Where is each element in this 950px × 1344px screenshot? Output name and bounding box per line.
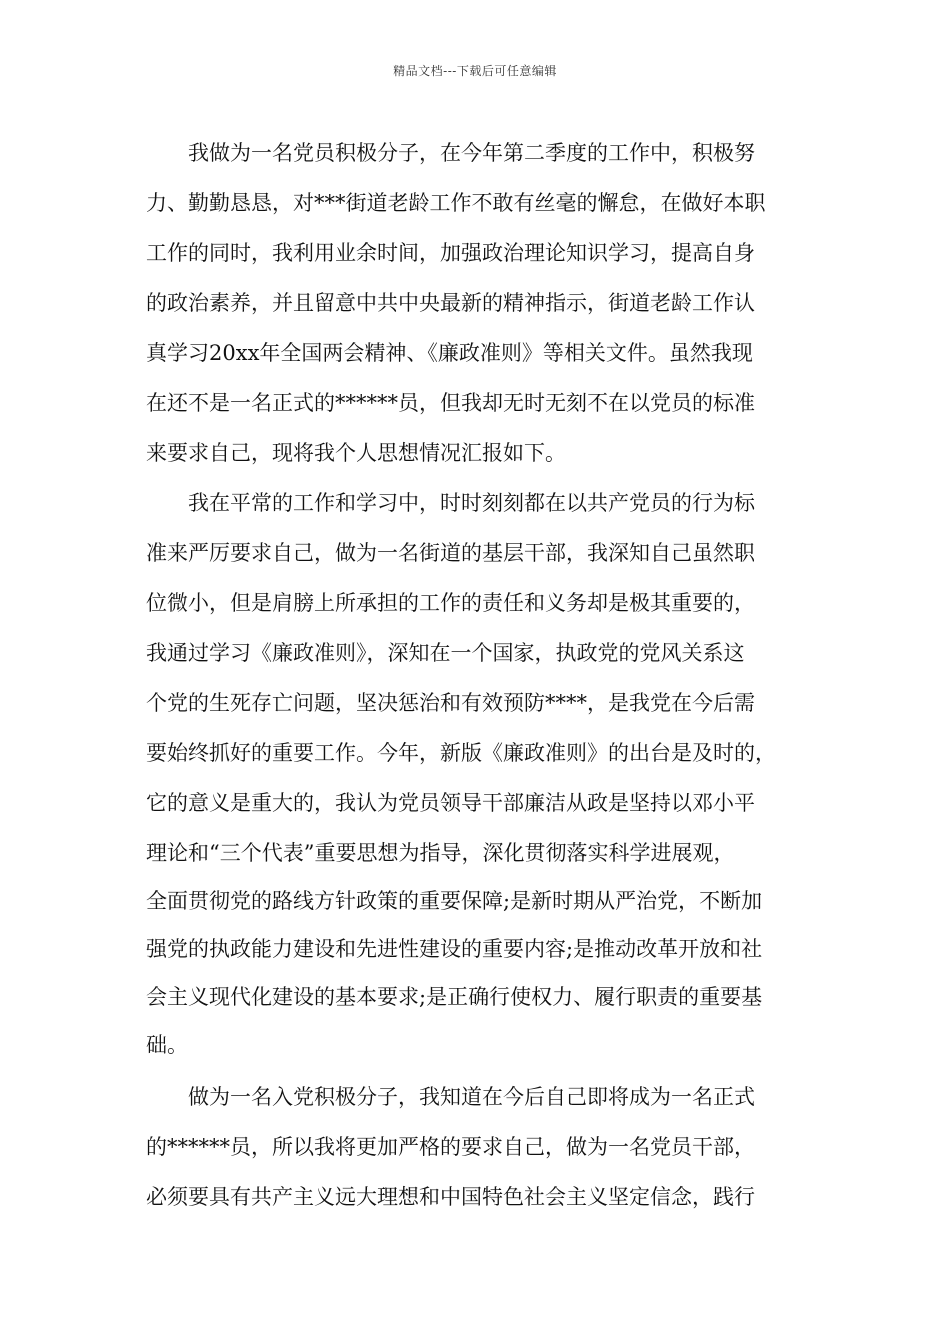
paragraph-line: 础。 — [146, 1033, 188, 1057]
paragraph-line: 真学习20xx年全国两会精神、《廉政准则》等相关文件。虽然我现 — [146, 341, 753, 365]
paragraph-line: 强党的执政能力建设和先进性建设的重要内容;是推动改革开放和社 — [146, 937, 763, 961]
paragraph-line: 理论和“三个代表”重要思想为指导，深化贯彻落实科学进展观， — [146, 841, 735, 865]
paragraph-line: 会主义现代化建设的基本要求;是正确行使权力、履行职责的重要基 — [146, 985, 763, 1009]
paragraph-line: 工作的同时，我利用业余时间，加强政治理论知识学习，提高自身 — [146, 241, 755, 265]
paragraph-line: 全面贯彻党的路线方针政策的重要保障;是新时期从严治党，不断加 — [146, 889, 763, 913]
paragraph-line: 来要求自己，现将我个人思想情况汇报如下。 — [146, 441, 566, 465]
paragraph-line: 必须要具有共产主义远大理想和中国特色社会主义坚定信念，践行 — [146, 1185, 755, 1209]
paragraph-line: 的政治素养，并且留意中共中央最新的精神指示，街道老龄工作认 — [146, 291, 755, 315]
paragraph-line: 我通过学习《廉政准则》，深知在一个国家，执政党的党风关系这 — [146, 641, 745, 665]
page-header: 精品文档---下载后可任意编辑 — [393, 64, 557, 78]
paragraph-line: 的******员，所以我将更加严格的要求自己，做为一名党员干部， — [146, 1135, 755, 1159]
paragraph-line: 在还不是一名正式的******员，但我却无时无刻不在以党员的标准 — [146, 391, 755, 415]
paragraph-line: 我做为一名党员积极分子，在今年第二季度的工作中，积极努 — [188, 141, 755, 165]
paragraph-line: 准来严厉要求自己，做为一名街道的基层干部，我深知自己虽然职 — [146, 541, 755, 565]
paragraph-line: 要始终抓好的重要工作。今年，新版《廉政准则》的出台是及时的， — [146, 741, 776, 765]
paragraph-line: 做为一名入党积极分子，我知道在今后自己即将成为一名正式 — [188, 1085, 755, 1109]
paragraph-line: 位微小，但是肩膀上所承担的工作的责任和义务却是极其重要的， — [146, 591, 755, 615]
paragraph-line: 个党的生死存亡问题，坚决惩治和有效预防****，是我党在今后需 — [146, 691, 755, 715]
paragraph-line: 力、勤勤恳恳，对***街道老龄工作不敢有丝毫的懈怠，在做好本职 — [146, 191, 766, 215]
paragraph-line: 它的意义是重大的，我认为党员领导干部廉洁从政是坚持以邓小平 — [146, 791, 755, 815]
paragraph-line: 我在平常的工作和学习中，时时刻刻都在以共产党员的行为标 — [188, 491, 755, 515]
